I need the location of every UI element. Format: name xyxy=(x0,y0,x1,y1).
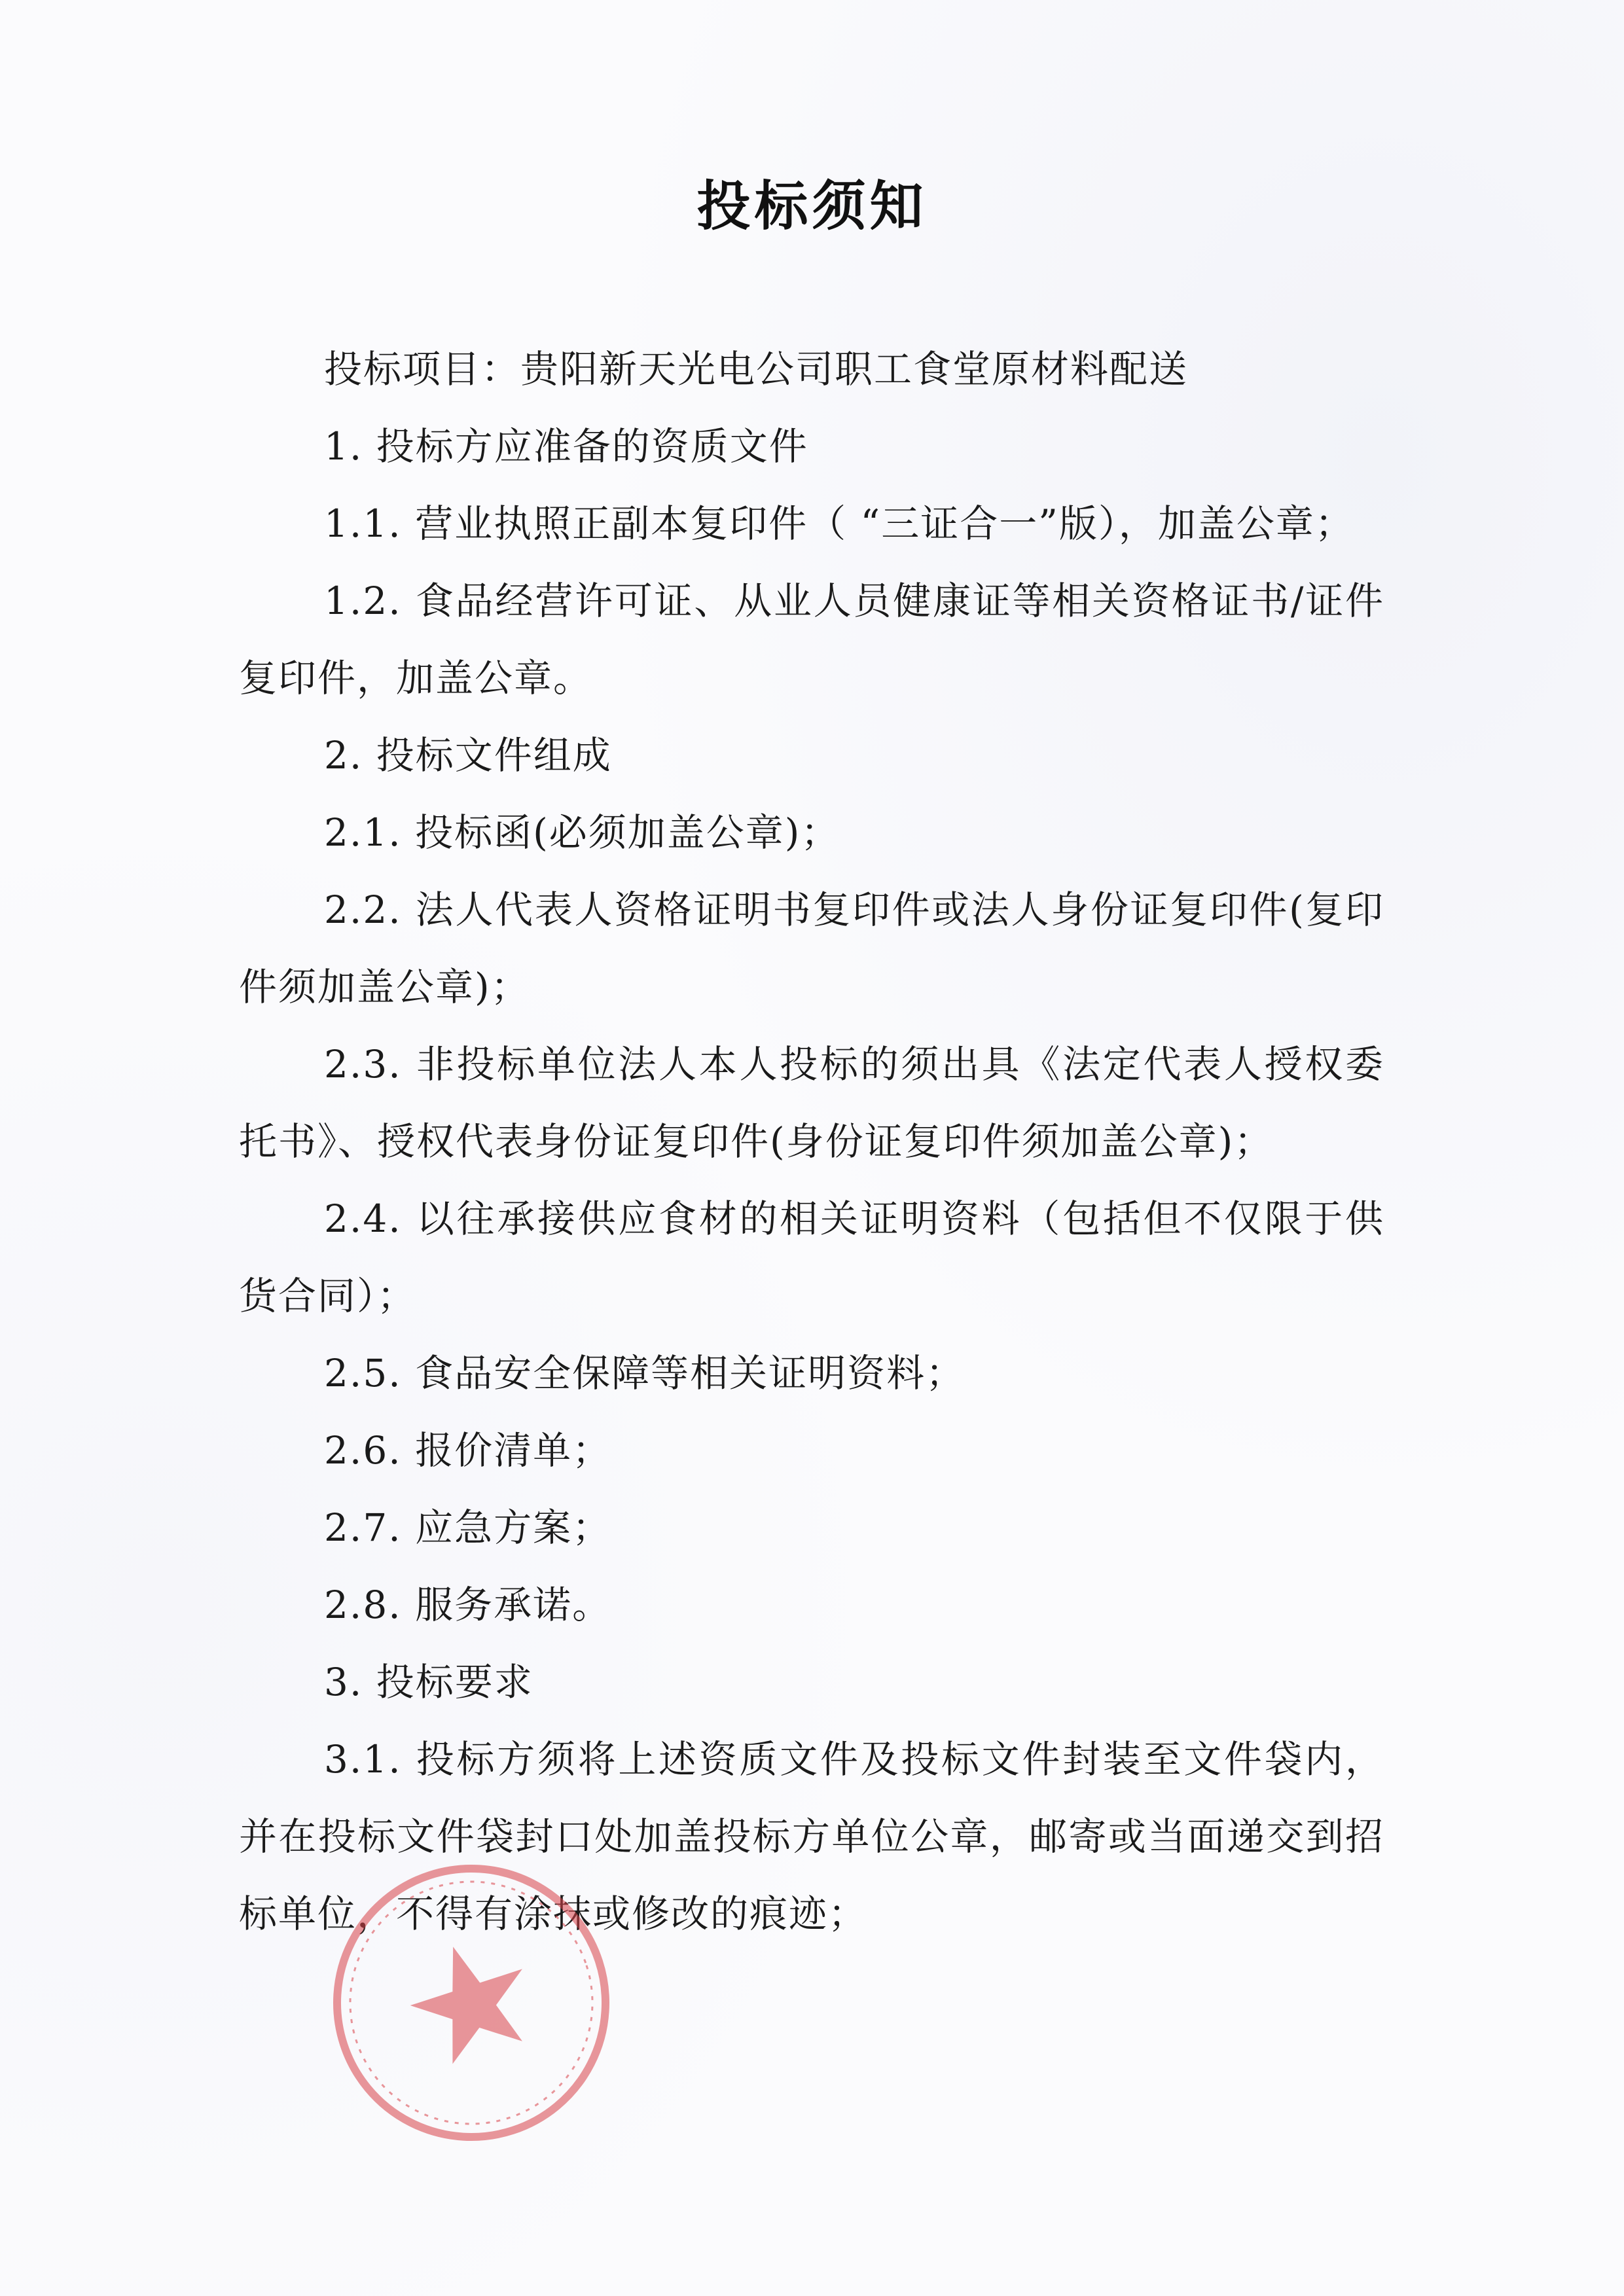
paragraph-1-2: 1.2. 食品经营许可证、从业人员健康证等相关资格证书/证件复印件，加盖公章。 xyxy=(239,579,1384,700)
paragraph-2-3: 2.3. 非投标单位法人本人投标的须出具《法定代表人授权委托书》、授权代表身份证复印件(身份证复印件须加盖公章)； xyxy=(239,1042,1384,1164)
paragraph-section-2: 2. 投标文件组成 xyxy=(324,733,612,778)
paragraph-section-3: 3. 投标要求 xyxy=(324,1660,533,1704)
document-body xyxy=(239,331,1384,1952)
seal-star-icon xyxy=(397,1929,544,2071)
paragraph-2-2: 2.2. 法人代表人资格证明书复印件或法人身份证复印件(复印件须加盖公章)； xyxy=(239,888,1384,1009)
paragraph-2-1: 2.1. 投标函(必须加盖公章)； xyxy=(324,810,840,855)
document-title: 投标须知 xyxy=(696,175,928,238)
paragraph-2-8: 2.8. 服务承诺。 xyxy=(324,1583,612,1627)
paragraph-project: 投标项目：贵阳新天光电公司职工食堂原材料配送 xyxy=(324,347,1189,391)
paragraph-3-1: 3.1. 投标方须将上述资质文件及投标文件封装至文件袋内，并在投标文件袋封口处加盖投标方单位公章，邮寄或当面递交到招标单位，不得有涂抹或修改的痕迹； xyxy=(239,1737,1384,1936)
paragraph-2-7: 2.7. 应急方案； xyxy=(324,1505,612,1550)
paragraph-2-5: 2.5. 食品安全保障等相关证明资料； xyxy=(324,1351,965,1395)
paragraph-1-1: 1.1. 营业执照正副本复印件（ “三证合一”版），加盖公章； xyxy=(324,501,1354,546)
paragraph-2-4: 2.4. 以往承接供应食材的相关证明资料（包括但不仅限于供货合同）； xyxy=(239,1196,1384,1318)
paragraph-section-1: 1. 投标方应准备的资质文件 xyxy=(324,424,808,469)
paragraph-2-6: 2.6. 报价清单； xyxy=(324,1428,612,1473)
